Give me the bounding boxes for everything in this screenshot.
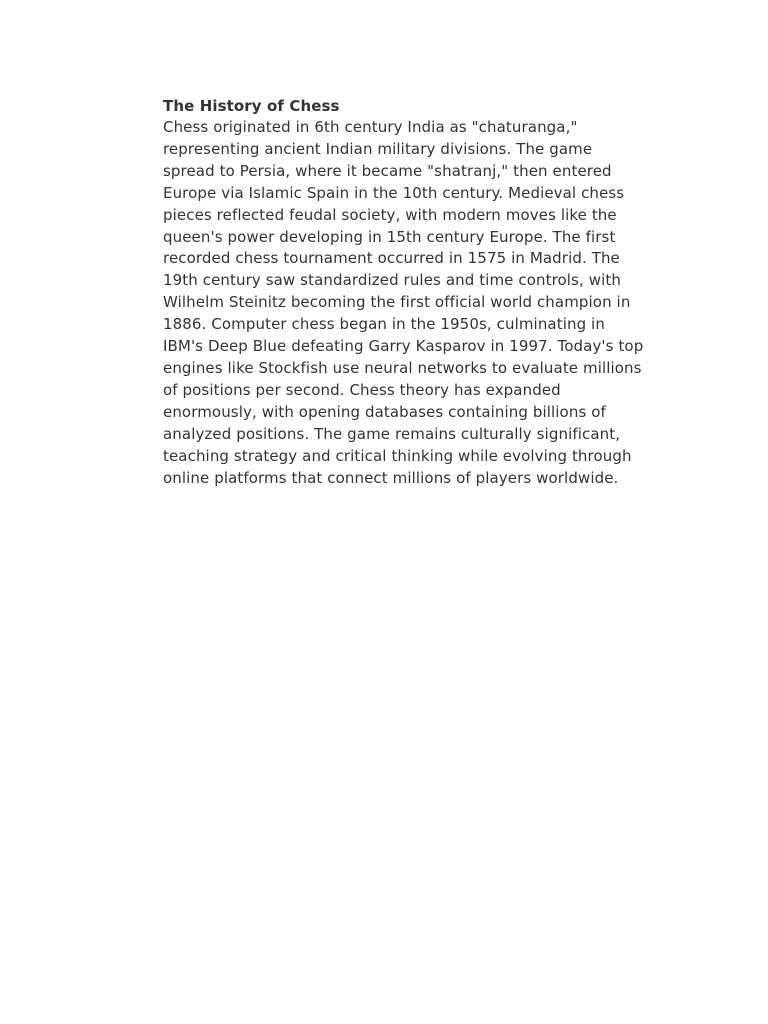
document-body: Chess originated in 6th century India as "chaturanga," representing ancient Indian military divisions. The game spread to Persia, where it became "shatranj," then entered Europe via Islamic Spain in the 10th century. Medieval chess pieces reflected feudal society, with modern moves like the queen's power developing in 15th century Europe. The first recorded chess tournament occurred in 1575 in Madrid. The 19th century saw standardized rules and time controls, with Wilhelm Steinitz becoming the first official world champion in 1886. Computer chess began in the 1950s, culminating in IBM's Deep Blue defeating Garry Kasparov in 1997. Today's top engines like Stockfish use neural networks to evaluate millions of positions per second. Chess theory has expanded enormously, with opening databases containing billions of analyzed positions. The game remains culturally significant, teaching strategy and critical thinking while evolving through online platforms that connect millions of players worldwide. [163, 118, 644, 487]
document-title: The History of Chess [163, 97, 340, 115]
document-page [163, 95, 648, 489]
